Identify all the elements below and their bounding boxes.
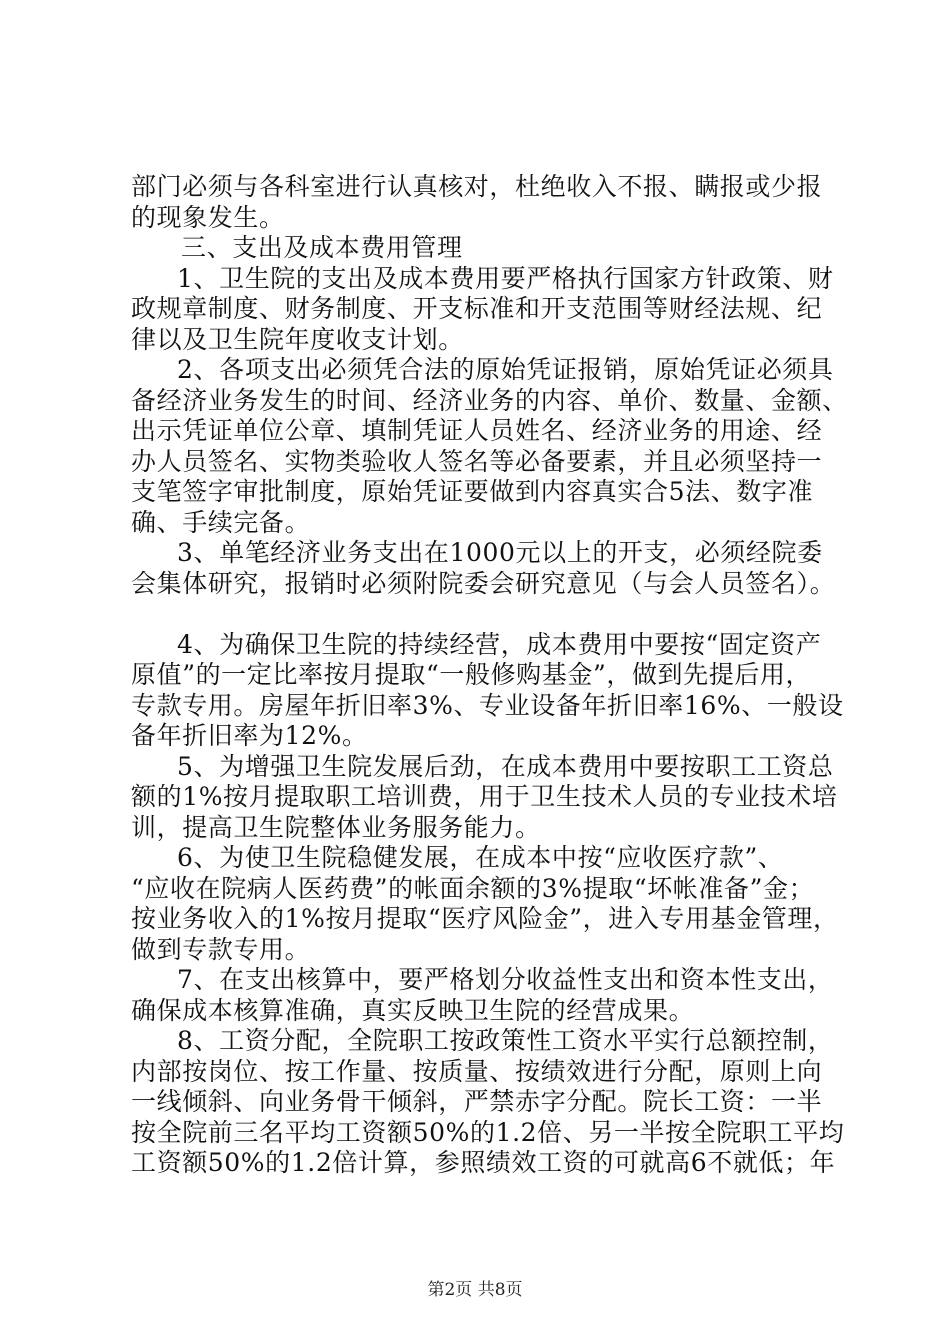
text-line: “应收在院病人医药费”的帐面余额的3%提取“坏帐准备”金； (131, 873, 815, 903)
text-line: 工资额50%的1.2倍计算，参照绩效工资的可就高6不就低；年 (131, 1148, 836, 1177)
text-line: 训，提高卫生院整体业务服务能力。 (131, 812, 541, 842)
text-line: 支笔签字审批制度，原始凭证要做到内容真实合5法、数字准 (131, 477, 814, 506)
text-line: 确、手续完备。 (131, 507, 311, 537)
paragraph-start: 2、各项支出必须凭合法的原始凭证报销，原始凭证必须具 (177, 355, 834, 384)
paragraph-start: 5、为增强卫生院发展后劲，在成本费用中要按职工工资总 (177, 751, 834, 781)
text-line: 按业务收入的1%按月提取“医疗风险金”，进入专用基金管理， (131, 904, 839, 933)
section-heading: 三、支出及成本费用管理 (181, 233, 463, 262)
text-line: 做到专款专用。 (131, 934, 311, 964)
text-line: 会集体研究，报销时必须附院委会研究意见（与会人员签名）。 (131, 568, 836, 598)
text-line: 出示凭证单位公章、填制凭证人员姓名、经济业务的用途、经 (131, 416, 823, 445)
text-line: 额的1%按月提取职工培训费，用于卫生技术人员的专业技术培 (131, 782, 838, 811)
paragraph-start: 6、为使卫生院稳健发展，在成本中按“应收医疗款”、 (177, 843, 784, 872)
text-line: 一线倾斜、向业务骨干倾斜，严禁赤字分配。院长工资：一半 (131, 1087, 823, 1116)
paragraph-start: 4、为确保卫生院的持续经营，成本费用中要按“固定资产 (177, 629, 822, 659)
paragraph-gap (131, 599, 831, 630)
paragraph-start: 8、工资分配，全院职工按政策性工资水平实行总额控制， (177, 1026, 834, 1055)
text-line: 政规章制度、财务制度、开支标准和开支范围等财经法规、纪 (131, 294, 823, 323)
text-line: 备经济业务发生的时间、经济业务的内容、单价、数量、金额、 (131, 385, 848, 415)
text-line: 按全院前三名平均工资额50%的1.2倍、另一半按全院职工平均 (131, 1117, 845, 1147)
text-line: 律以及卫生院年度收支计划。 (131, 324, 464, 354)
paragraph-start: 3、单笔经济业务支出在1000元以上的开支，必须经院委 (177, 538, 823, 567)
text-line: 确保成本核算准确，真实反映卫生院的经营成果。 (131, 995, 695, 1025)
text-line: 内部按岗位、按工作量、按质量、按绩效进行分配，原则上向 (131, 1056, 823, 1086)
document-body (131, 172, 848, 1179)
text-line: 原值”的一定比率按月提取“一般修购基金”，做到先提后用， (131, 660, 812, 689)
text-line: 办人员签名、实物类验收人签名等必备要素，并且必须坚持一 (131, 446, 823, 476)
text-line: 专款专用。房屋年折旧率3%、专业设备年折旧率16%、一般设 (131, 690, 844, 720)
page-footer: 第2页 共8页 (427, 1280, 523, 1300)
text-line: 备年折旧率为12%。 (131, 721, 368, 750)
paragraph-start: 7、在支出核算中，要严格划分收益性支出和资本性支出， (177, 965, 834, 994)
text-line: 部门必须与各科室进行认真核对，杜绝收入不报、瞒报或少报 (131, 172, 823, 201)
paragraph-start: 1、卫生院的支出及成本费用要严格执行国家方针政策、财 (177, 263, 834, 293)
text-line: 的现象发生。 (131, 202, 285, 232)
